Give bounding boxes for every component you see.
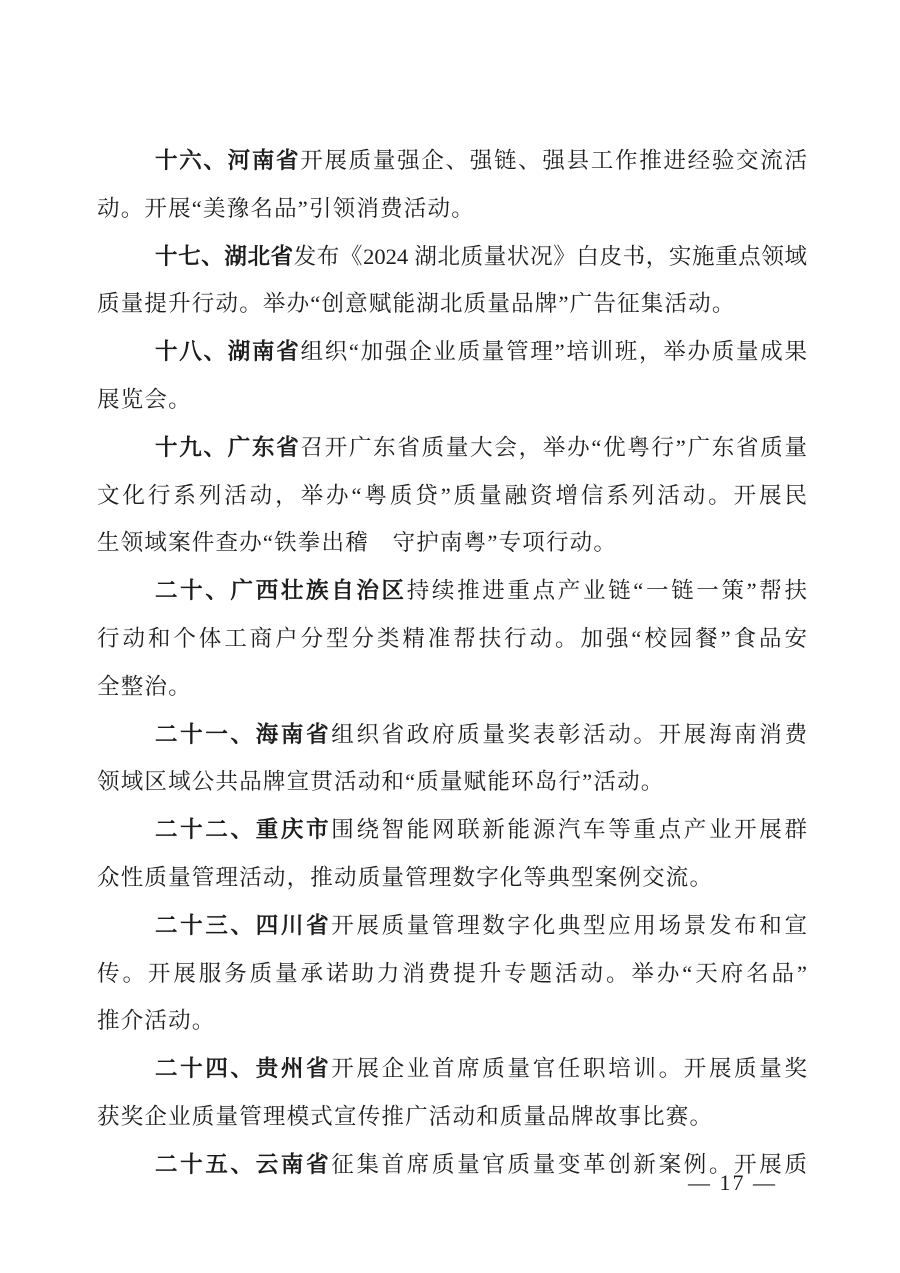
paragraph-number-label: 二十四、贵州省 bbox=[155, 1056, 332, 1082]
text-line bbox=[97, 137, 807, 185]
paragraph-body-text: 开展质量强企、强链、强县工作推进经验交流活 bbox=[300, 148, 807, 173]
text-line bbox=[97, 424, 807, 472]
paragraph-body-text: 组织省政府质量奖表彰活动。开展海南消费 bbox=[331, 721, 807, 747]
paragraph-number-label: 二十二、重庆市 bbox=[155, 817, 332, 843]
paragraph bbox=[97, 233, 807, 329]
paragraph-body-text: 众性质量管理活动，推动质量管理数字化等典型案例交流。 bbox=[97, 864, 714, 890]
paragraph-body-text: 开展质量管理数字化典型应用场景发布和宣 bbox=[331, 912, 807, 938]
text-line bbox=[97, 806, 807, 854]
paragraph bbox=[97, 1045, 807, 1141]
paragraph-number-label: 十八、湖南省 bbox=[155, 339, 301, 365]
text-line bbox=[97, 472, 807, 520]
paragraph-body-text: 动。开展“美豫名品”引领消费活动。 bbox=[97, 195, 475, 221]
paragraph bbox=[97, 137, 807, 233]
paragraph-body-text: 领域区域公共品牌宣贯活动和“质量赋能环岛行”活动。 bbox=[97, 769, 665, 795]
text-line bbox=[97, 519, 807, 567]
paragraph-number-label: 二十、广西壮族自治区 bbox=[155, 578, 407, 604]
paragraph-body-text: 生领域案件查办“铁拳出稽 守护南粤”专项行动。 bbox=[97, 530, 618, 556]
text-line bbox=[97, 950, 807, 998]
page-number: — 17 — bbox=[688, 1170, 777, 1195]
text-line bbox=[97, 567, 807, 615]
text-line bbox=[97, 711, 807, 759]
paragraph-number-label: 十六、河南省 bbox=[155, 148, 301, 173]
paragraph-body-text: 持续推进重点产业链“一链一策”帮扶 bbox=[406, 578, 807, 604]
text-line bbox=[97, 280, 807, 328]
paragraph-body-text: 质量提升行动。举办“创意赋能湖北质量品牌”广告征集活动。 bbox=[97, 291, 736, 317]
paragraph-number-label: 二十三、四川省 bbox=[155, 912, 332, 938]
text-line bbox=[97, 1093, 807, 1141]
paragraph-body-text: 行动和个体工商户分型分类精准帮扶行动。加强“校园餐”食品安 bbox=[97, 625, 807, 651]
paragraph-body-text: 推介活动。 bbox=[97, 1008, 216, 1034]
paragraph-body-text: 全整治。 bbox=[97, 673, 192, 699]
paragraph-body-text: 开展企业首席质量官任职培训。开展质量奖 bbox=[331, 1056, 807, 1082]
paragraph bbox=[97, 711, 807, 807]
text-line bbox=[97, 615, 807, 663]
text-line bbox=[97, 854, 807, 902]
text-line bbox=[97, 1045, 807, 1093]
paragraph-body-text: 获奖企业质量管理模式宣传推广活动和质量品牌故事比赛。 bbox=[97, 1103, 714, 1129]
paragraph bbox=[97, 806, 807, 902]
text-line bbox=[97, 328, 807, 376]
paragraph bbox=[97, 902, 807, 1045]
paragraph-body-text: 召开广东省质量大会，举办“优粤行”广东省质量 bbox=[300, 434, 807, 460]
paragraph-number-label: 二十五、云南省 bbox=[155, 1151, 332, 1177]
paragraph bbox=[97, 567, 807, 710]
text-line bbox=[97, 233, 807, 281]
paragraph-body-text: 展览会。 bbox=[97, 386, 192, 412]
paragraph-number-label: 十九、广东省 bbox=[155, 434, 301, 460]
text-line bbox=[97, 376, 807, 424]
paragraph-body-text: 围绕智能网联新能源汽车等重点产业开展群 bbox=[331, 817, 807, 843]
paragraph bbox=[97, 424, 807, 567]
paragraph-body-text: 文化行系列活动，举办“粤质贷”质量融资增信系列活动。开展民 bbox=[97, 482, 807, 508]
text-line bbox=[97, 758, 807, 806]
paragraph-body-text: 发布《2024 湖北质量状况》白皮书，实施重点领域 bbox=[293, 243, 807, 269]
text-line bbox=[97, 902, 807, 950]
paragraph bbox=[97, 328, 807, 424]
paragraph-body-text: 传。开展服务质量承诺助力消费提升专题活动。举办“天府名品” bbox=[97, 960, 807, 986]
paragraph-number-label: 二十一、海南省 bbox=[155, 721, 332, 747]
text-line bbox=[97, 663, 807, 711]
text-line bbox=[97, 185, 807, 233]
text-line bbox=[97, 997, 807, 1045]
paragraph-number-label: 十七、湖北省 bbox=[155, 243, 294, 269]
paragraph-body-text: 征集首席质量官质量变革创新案例。开展质 bbox=[331, 1151, 807, 1177]
paragraph-body-text: 组织“加强企业质量管理”培训班，举办质量成果 bbox=[300, 339, 807, 365]
text-block bbox=[97, 137, 807, 1189]
